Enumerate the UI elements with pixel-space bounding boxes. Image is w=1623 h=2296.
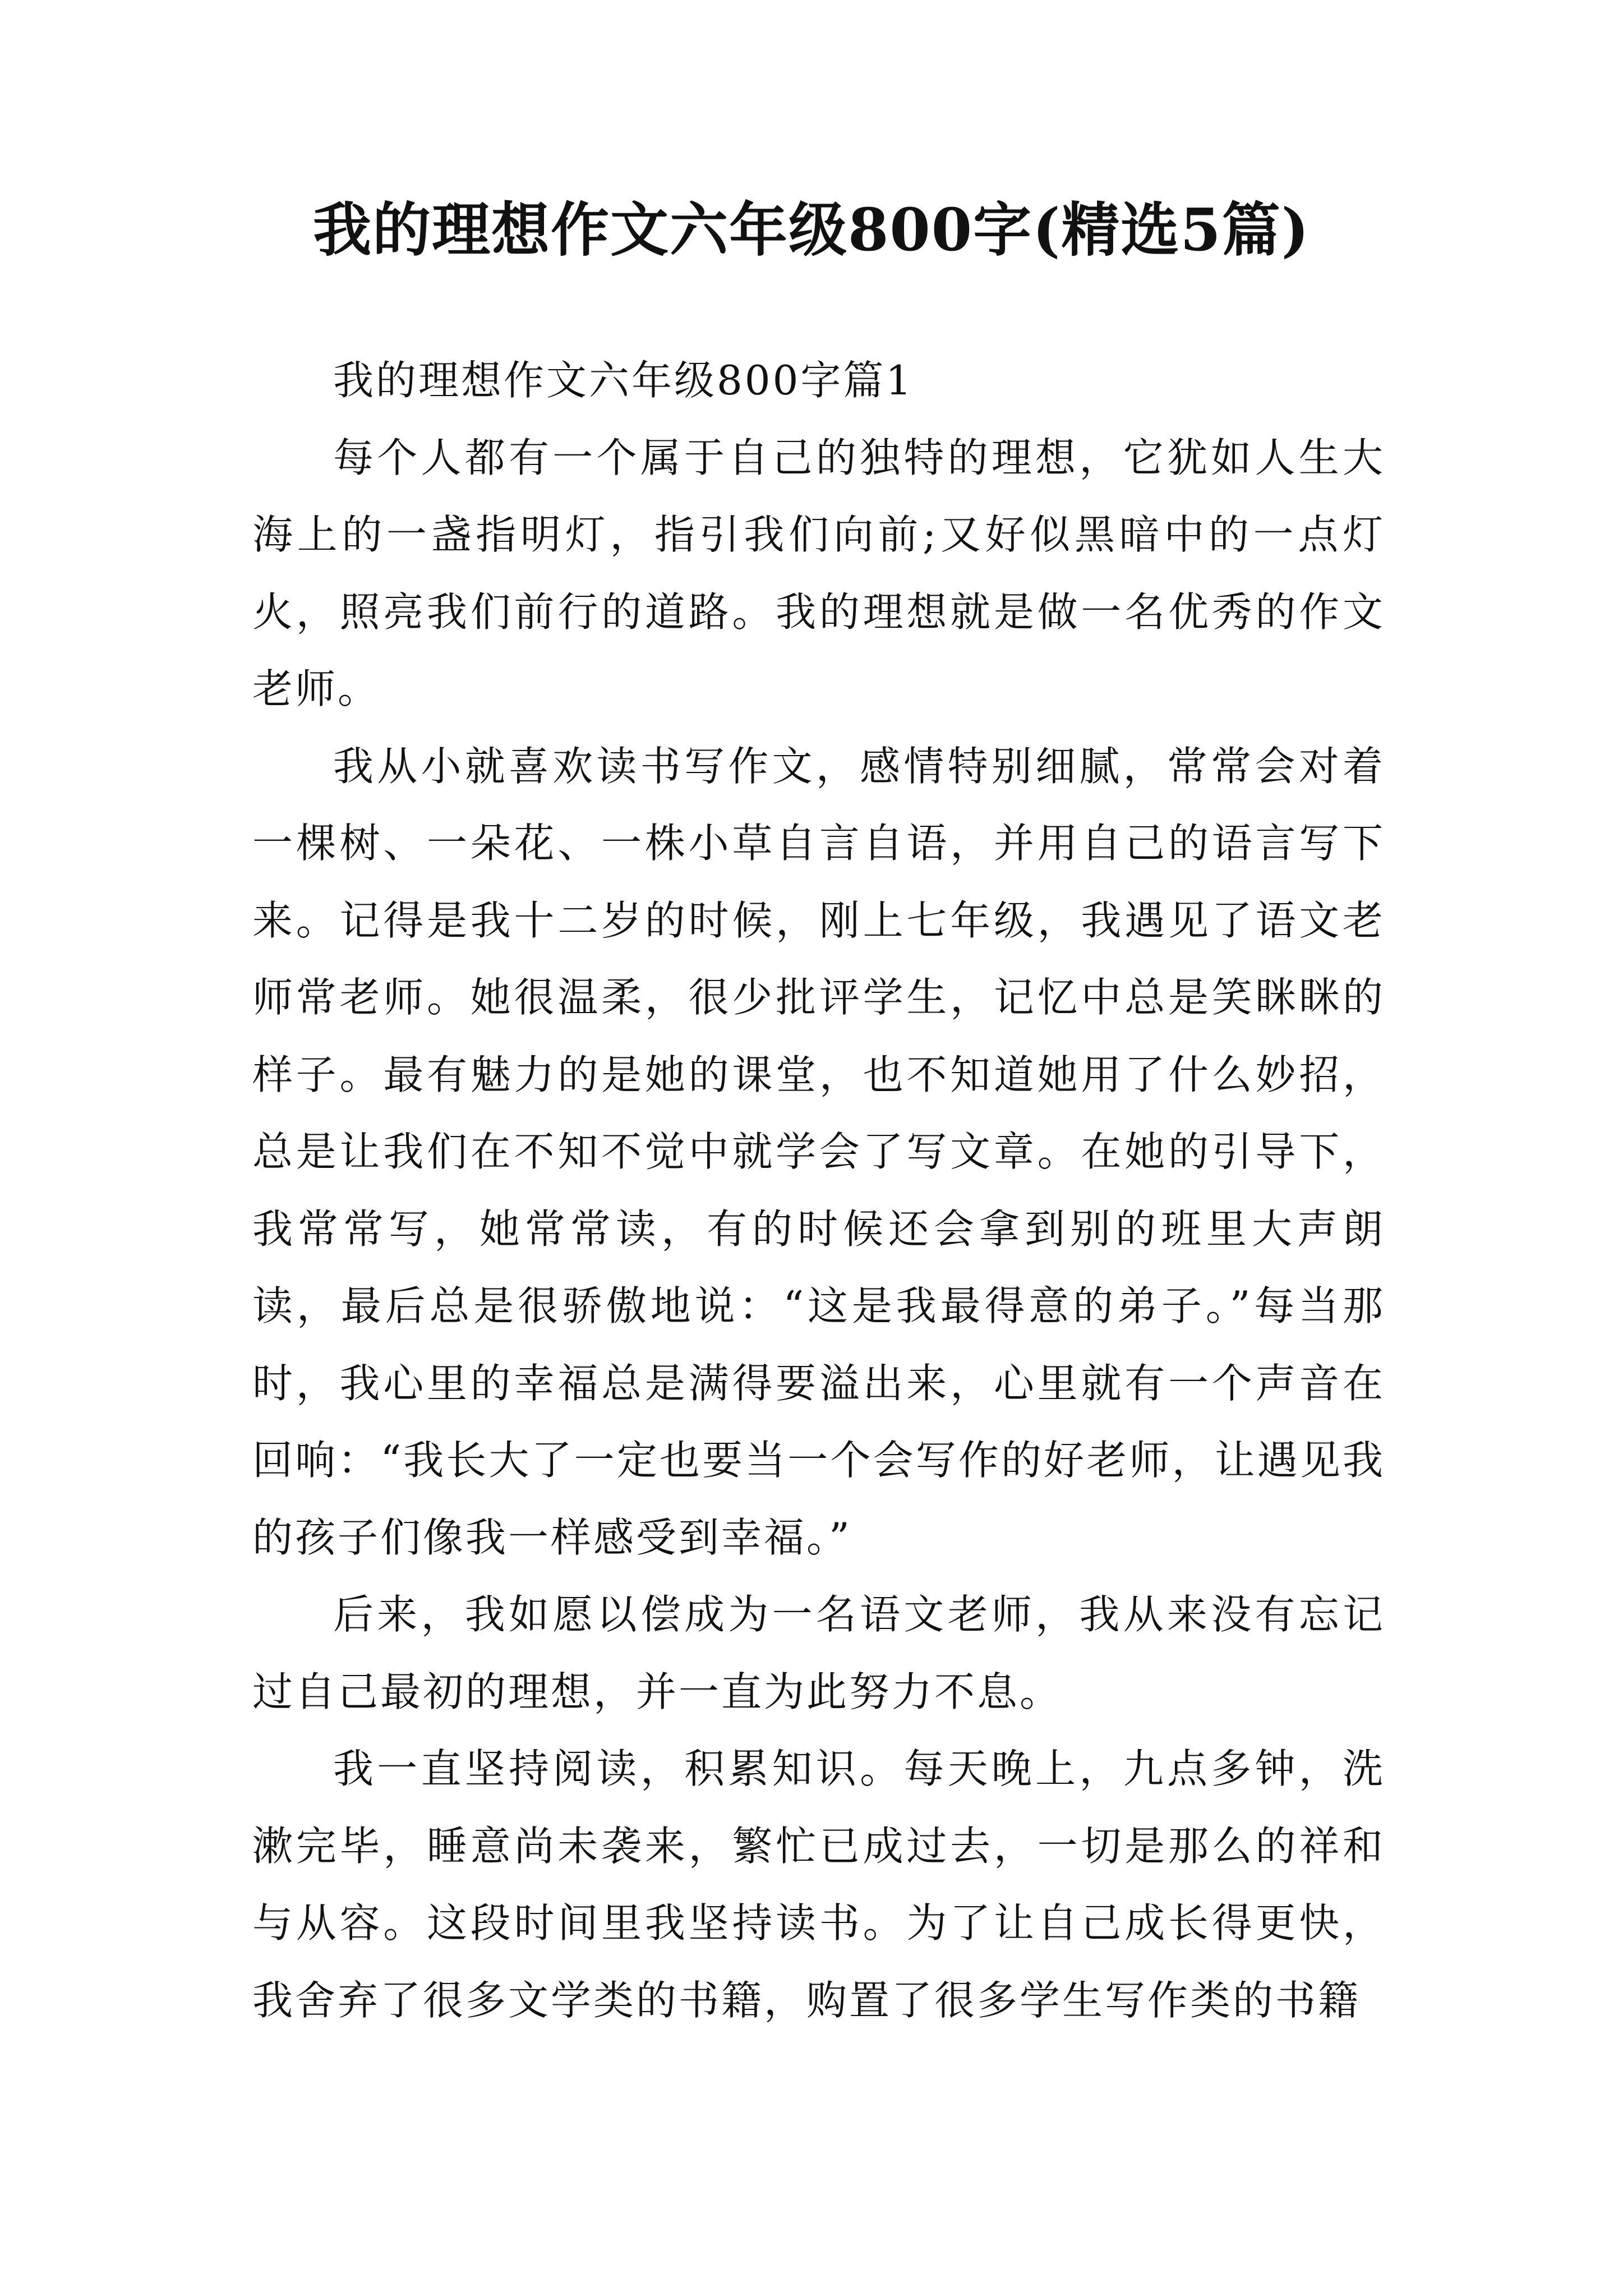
paragraph: 我一直坚持阅读，积累知识。每天晚上，九点多钟，洗漱完毕，睡意尚未袭来，繁忙已成过去，一切是那么的祥和与从容。这段时间里我坚持读书。为了让自己成长得更快，我舍弃了很多文学类的书籍，购置了很多学生写作类的书籍 — [252, 1745, 1385, 2024]
paragraph: 后来，我如愿以偿成为一名语文老师，我从来没有忘记过自己最初的理想，并一直为此努力不息。 — [252, 1591, 1385, 1715]
document-body — [252, 342, 1385, 2039]
section-heading: 我的理想作文六年级800字篇1 — [333, 357, 914, 404]
paragraph: 我从小就喜欢读书写作文，感情特别细腻，常常会对着一棵树、一朵花、一株小草自言自语，并用自己的语言写下来。记得是我十二岁的时候，刚上七年级，我遇见了语文老师常老师。她很温柔，很少批评学生，记忆中总是笑眯眯的样子。最有魅力的是她的课堂，也不知道她用了什么妙招，总是让我们在不知不觉中就学会了写文章。在她的引导下，我常常写，她常常读，有的时候还会拿到别的班里大声朗读，最后总是很骄傲地说：“这是我最得意的弟子。”每当那时，我心里的幸福总是满得要溢出来，心里就有一个声音在回响：“我长大了一定也要当一个会写作的好老师，让遇见我的孩子们像我一样感受到幸福。” — [252, 742, 1385, 1561]
paragraph: 每个人都有一个属于自己的独特的理想，它犹如人生大海上的一盏指明灯，指引我们向前;又好似黑暗中的一点灯火，照亮我们前行的道路。我的理想就是做一名优秀的作文老师。 — [252, 434, 1385, 712]
document-title: 我的理想作文六年级800字(精选5篇) — [313, 195, 1310, 264]
